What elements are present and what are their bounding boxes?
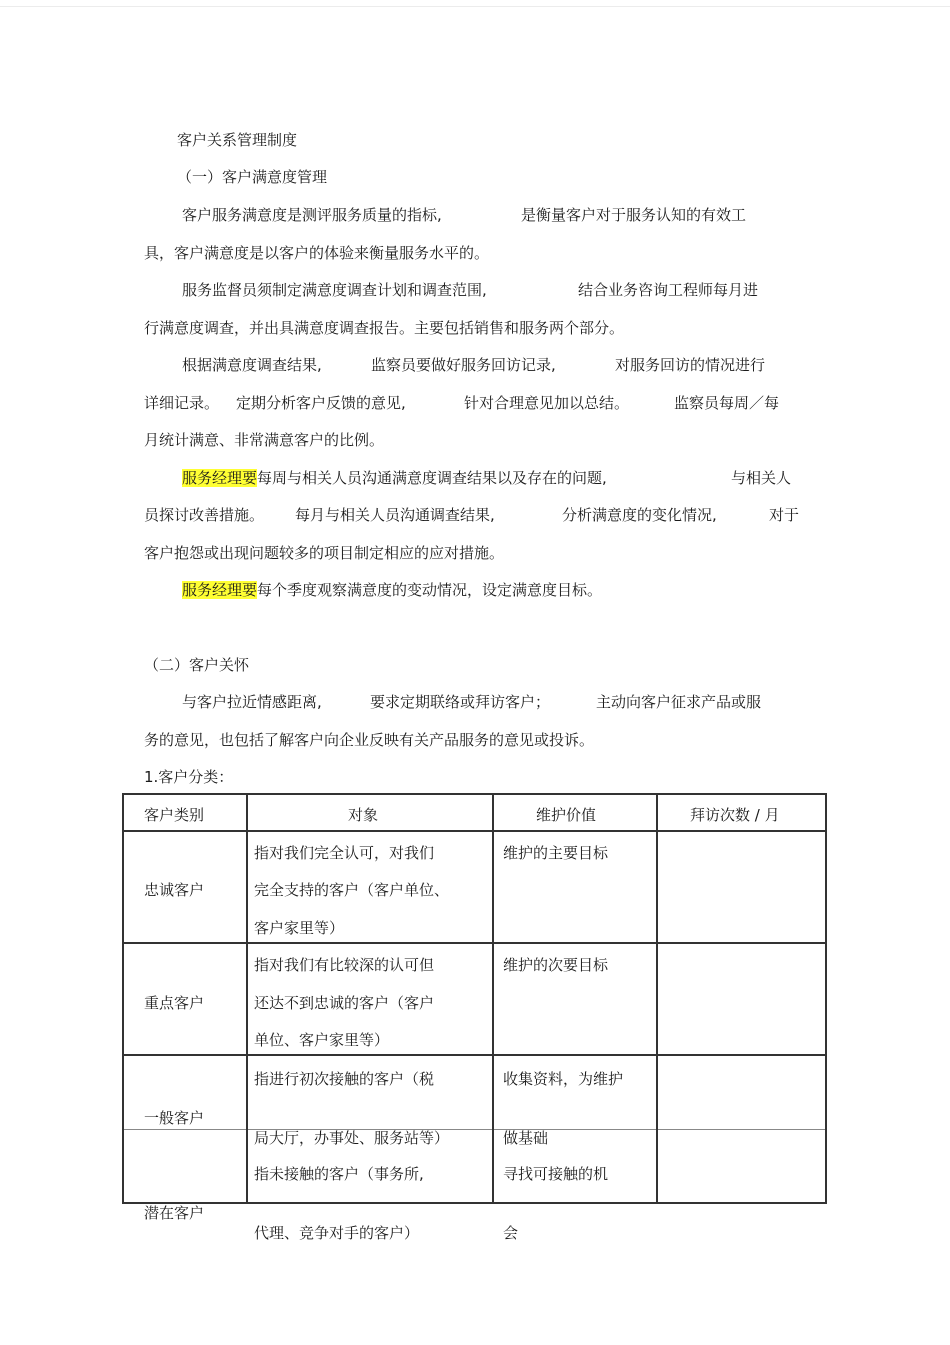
table-border-left [122, 793, 124, 1204]
text-line: 针对合理意见加以总结。 [464, 394, 630, 412]
text-line: 定期分析客户反馈的意见, [236, 394, 406, 412]
target-cell-line: 完全支持的客户（客户单位、 [254, 881, 450, 899]
highlighted-text [182, 580, 602, 600]
text-line: 详细记录。 [144, 394, 220, 412]
text-line: 对服务回访的情况进行 [615, 356, 766, 374]
table-rule [122, 1129, 827, 1130]
value-cell-line: 收集资料，为维护 [503, 1070, 624, 1088]
category-cell: 重点客户 [144, 994, 205, 1012]
header-cell: 对象 [348, 806, 379, 824]
text-line: 结合业务咨询工程师每月进 [578, 281, 759, 299]
text-line: 务的意见，也包括了解客户向企业反映有关产品服务的意见或投诉。 [144, 731, 595, 749]
text-line: 主动向客户征求产品或服 [596, 693, 762, 711]
text-line: 监察员每周／每 [674, 394, 780, 412]
table-column-rule [492, 793, 494, 1204]
text-line: 对于 [769, 506, 800, 524]
text-line: 每月与相关人员沟通调查结果, [295, 506, 495, 524]
header-cell: 维护价值 [536, 806, 597, 824]
category-cell: 一般客户 [144, 1109, 205, 1127]
text-line: 客户服务满意度是测评服务质量的指标, [182, 206, 442, 224]
target-cell-line: 客户家里等） [254, 919, 345, 937]
document-title: 客户关系管理制度 [177, 131, 298, 149]
target-cell-line: 局大厅，办事处、服务站等） [254, 1129, 450, 1147]
target-cell-line: 指进行初次接触的客户（税 [254, 1070, 435, 1088]
text-line: 客户抱怨或出现问题较多的项目制定相应的应对措施。 [144, 544, 505, 562]
table-column-rule [656, 793, 658, 1204]
section1-heading: （一）客户满意度管理 [177, 168, 328, 186]
value-cell-line: 寻找可接触的机 [503, 1165, 609, 1183]
text-line: 与相关人 [731, 469, 792, 487]
table-column-rule [246, 793, 248, 1204]
text-line: 是衡量客户对于服务认知的有效工 [521, 206, 747, 224]
table-border-bottom [122, 1202, 827, 1204]
text-run: 每周与相关人员沟通满意度调查结果以及存在的问题, [257, 469, 607, 487]
header-cell: 客户类别 [144, 806, 205, 824]
text-line: 服务监督员须制定满意度调查计划和调查范围, [182, 281, 487, 299]
text-line: 具，客户满意度是以客户的体验来衡量服务水平的。 [144, 244, 490, 262]
value-cell-line: 维护的主要目标 [503, 844, 609, 862]
text-line: 根据满意度调查结果, [182, 356, 322, 374]
highlighted-text [182, 468, 607, 488]
table-rule [122, 1054, 827, 1056]
highlight-mark: 服务经理要 [182, 469, 258, 487]
target-cell-line: 代理、竞争对手的客户） [254, 1224, 420, 1242]
table-border-top [122, 793, 827, 795]
text-line: 行满意度调查，并出具满意度调查报告。主要包括销售和服务两个部分。 [144, 319, 625, 337]
target-cell-line: 指未接触的客户（事务所, [254, 1165, 424, 1183]
text-line: 月统计满意、非常满意客户的比例。 [144, 431, 385, 449]
target-cell-line: 单位、客户家里等） [254, 1031, 390, 1049]
table-rule [122, 942, 827, 944]
category-cell: 忠诚客户 [144, 881, 205, 899]
target-cell-line: 指对我们有比较深的认可但 [254, 956, 435, 974]
section2-subheading: 1.客户分类： [144, 768, 234, 786]
text-line: 要求定期联络或拜访客户； [370, 693, 551, 711]
highlight-mark: 服务经理要 [182, 581, 258, 599]
table-border-right [825, 793, 827, 1204]
category-cell: 潜在客户 [144, 1204, 205, 1222]
target-cell-line: 指对我们完全认可，对我们 [254, 844, 435, 862]
section2-heading: （二）客户关怀 [144, 656, 250, 674]
text-line: 分析满意度的变化情况, [562, 506, 717, 524]
target-cell-line: 还达不到忠诚的客户（客户 [254, 994, 435, 1012]
value-cell-line: 维护的次要目标 [503, 956, 609, 974]
text-run: 每个季度观察满意度的变动情况，设定满意度目标。 [257, 581, 603, 599]
value-cell-line: 会 [503, 1224, 519, 1242]
page-top-rule [0, 6, 950, 7]
header-cell: 拜访次数 / 月 [690, 806, 780, 824]
text-line: 员探讨改善措施。 [144, 506, 265, 524]
text-line: 监察员要做好服务回访记录, [371, 356, 556, 374]
value-cell-line: 做基础 [503, 1129, 549, 1147]
text-line: 与客户拉近情感距离, [182, 693, 322, 711]
table-rule [122, 830, 827, 832]
